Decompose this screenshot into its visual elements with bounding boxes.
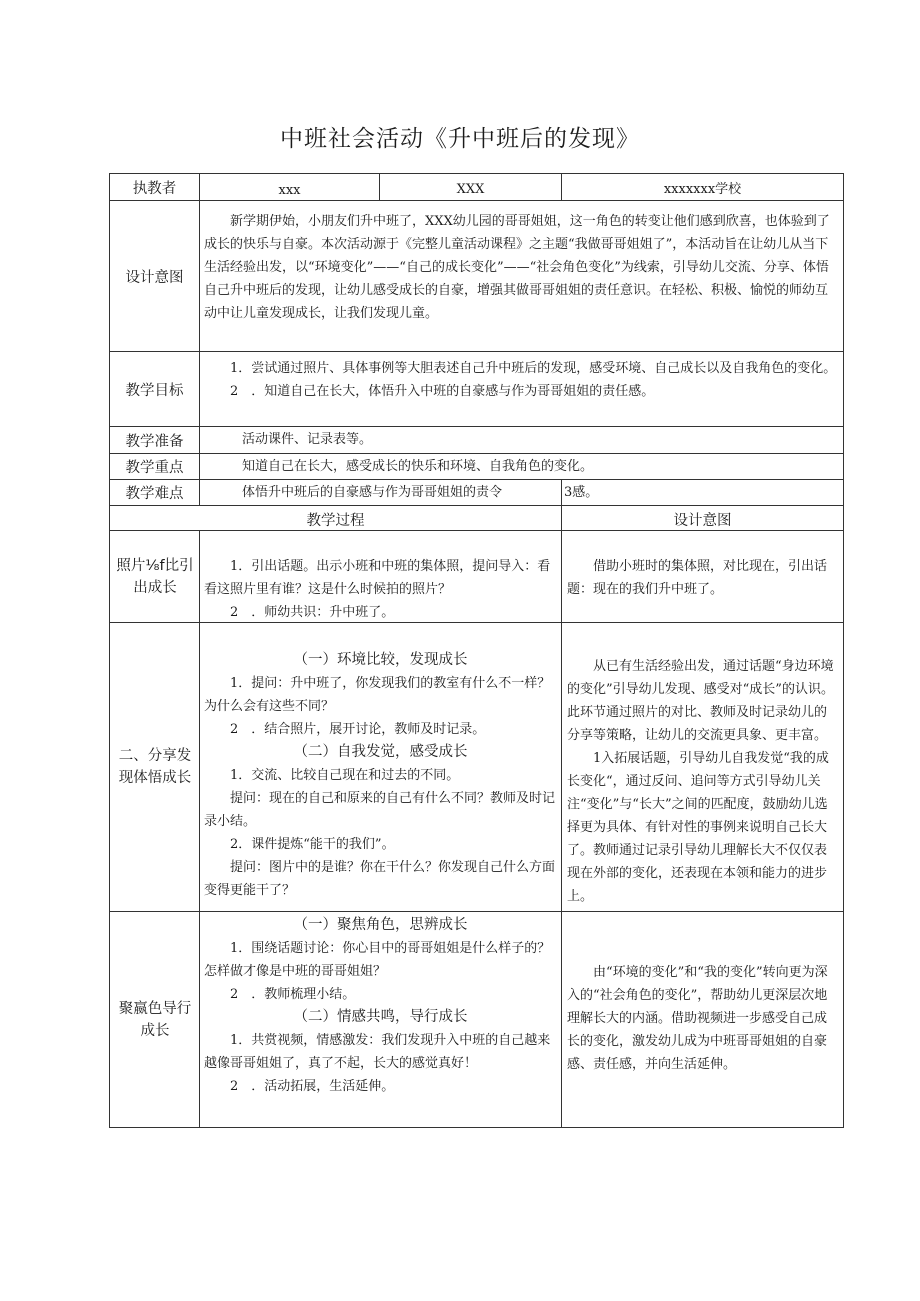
prep-text: 活动课件、记录表等。 bbox=[242, 432, 373, 447]
teacher-label: 执教者 bbox=[132, 180, 177, 197]
section2-subheading-2: （二）自我发觉，感受成长 bbox=[293, 744, 468, 760]
section2-process: （一）环境比较，发现成长 1．提问：升中班了，你发现我们的教室有什么不一样？为什么会有这些不同？ 2 ．结合照片，展开讨论，教师及时记录。 （二）自我发觉，感受成长 1．交流、比较自己现在和过去的不同。 提问：现在的自己和原来的自己有什么不同？教师及时记录小结。 2．课件提炼“能干的我们”。 提问：图片中的是谁？你在干什么？你发现自己什么方面变得更能干了？ bbox=[204, 649, 557, 902]
design-intent-text: 新学期伊始，小朋友们升中班了，XXX幼儿园的哥哥姐姐，这一角色的转变让他们感到欣喜，也体验到了成长的快乐与自豪。本次活动源于《完整儿童活动课程》之主题“我做哥哥姐姐了”，本活动旨在让幼儿从当下生活经验出发，以“环境变化”——“自己的成长变化”——“社会角色变化”为线索，引导幼儿交流、分享、体悟自己升中班后的发现，让幼儿感受成长的自豪，增强其做哥哥姐姐的责任意识。在轻松、积极、愉悦的师幼互动中让儿童发现成长，让我们发现儿童。 bbox=[204, 214, 830, 321]
difficulty-label: 教学难点 bbox=[125, 486, 184, 502]
section3-intent: 由“环境的变化”和“我的变化”转向更为深入的“社会角色的变化”，帮助幼儿更深层次地理解长大的内涵。借助视频进一步感受自己成长的变化，激发幼儿成为中班哥哥姐姐的自豪感、责任感，并向生活延伸。 bbox=[567, 965, 828, 1072]
section2-intent: 从已有生活经验出发，通过话题“身边环境的变化”引导幼儿发现、感受对“成长”的认识。此环节通过照片的对比、教师及时记录幼儿的分享等策略，让幼儿的交流更具象、更丰富。 1入拓展话题，引导幼儿自我发觉“我的成长变化“，通过反问、追问等方式引导幼儿关注“变化”与“长大”之间的匹配度，鼓励幼儿选择更为具体、有针对性的事例来说明自己长大了。教师通过记录引导幼儿理解长大不仅仅表现在外部的变化，还表现在本领和能力的进步上。 bbox=[567, 659, 834, 904]
page-title: 中班社会活动《升中班后的发现》 bbox=[280, 126, 640, 152]
lesson-plan-table bbox=[109, 173, 844, 1128]
section2-label: 二、分享发现体悟成长 bbox=[118, 748, 192, 786]
section1-intent: 借助小班时的集体照，对比现在，引出话题：现在的我们升中班了。 bbox=[567, 559, 828, 597]
goals-text: 1．尝试通过照片、具体事例等大胆表述自己升中班后的发现，感受环境、自己成长以及自我角色的变化。 2 ．知道自己在长大，体悟升入中班的自豪感与作为哥哥姐姐的责任感。 bbox=[230, 361, 837, 399]
key-point-label: 教学重点 bbox=[125, 460, 184, 476]
process-column-header: 教学过程 bbox=[306, 513, 365, 529]
key-point-text: 知道自己在长大，感受成长的快乐和环境、自我角色的变化。 bbox=[242, 459, 594, 474]
difficulty-text: 体悟升中班后的自豪感与作为哥哥姐姐的责令 bbox=[242, 485, 503, 500]
design-intent-label: 设计意图 bbox=[125, 269, 184, 286]
section1-process: 1．引出话题。出示小班和中班的集体照，提问导入：看看这照片里有谁？这是什么时候拍的照片？ 2 ．师幼共识：升中班了。 bbox=[204, 559, 551, 620]
section1-label: 照片⅛f比引出成长 bbox=[116, 557, 194, 596]
section3-label: 聚嬴色导行成长 bbox=[118, 1000, 192, 1039]
teacher-name: xxx bbox=[278, 182, 301, 198]
difficulty-overflow: 3感。 bbox=[564, 485, 599, 500]
prep-label: 教学准备 bbox=[125, 433, 184, 450]
school-name: xxxxxxx学校 bbox=[663, 181, 742, 197]
section3-subheading-1: （一）聚焦角色，思辨成长 bbox=[293, 917, 468, 933]
section3-process: （一）聚焦角色，思辨成长 1．围绕话题讨论：你心目中的哥哥姐姐是什么样子的？怎样做才像是中班的哥哥姐姐？ 2 ．教师梳理小结。 （二）情感共鸣，导行成长 1．共赏视频，情感激发：我们发现升入中班的自己越来越像哥哥姐姐了，真了不起，长大的感觉真好！ 2 ．活动拓展，生活延伸。 bbox=[204, 914, 557, 1098]
goals-label: 教学目标 bbox=[125, 382, 184, 399]
class-name: XXX bbox=[456, 181, 485, 197]
section2-subheading-1: （一）环境比较，发现成长 bbox=[293, 652, 468, 668]
intent-column-header: 设计意图 bbox=[673, 513, 732, 529]
section3-subheading-2: （二）情感共鸣，导行成长 bbox=[293, 1009, 468, 1025]
